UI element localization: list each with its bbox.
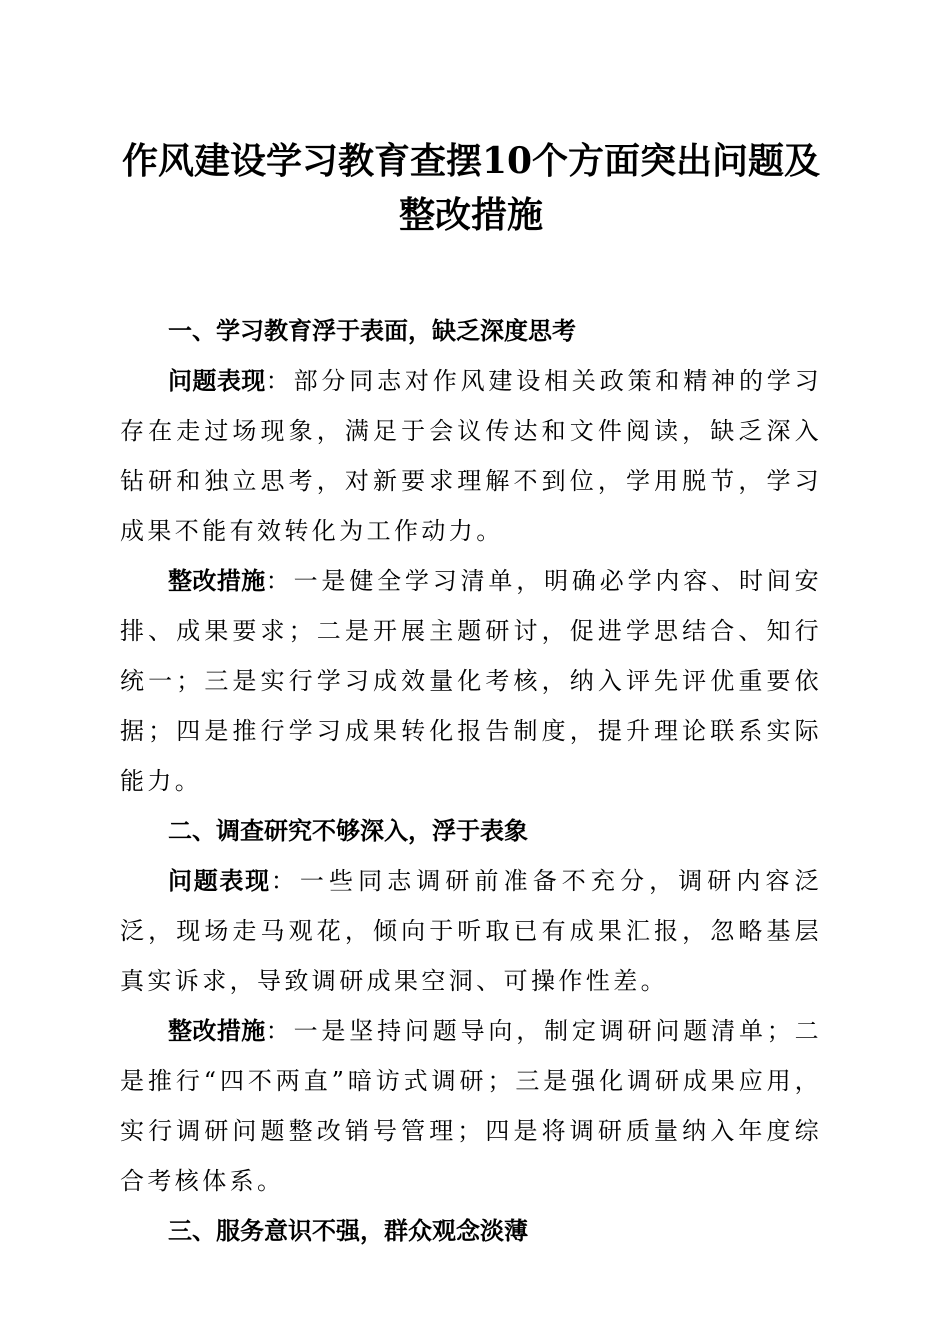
section-1-measure-paragraph	[120, 556, 822, 806]
section-heading-2: 二、调查研究不够深入，浮于表象	[168, 817, 528, 845]
section-1-problem-paragraph	[120, 356, 822, 556]
measure-label: 整改措施	[168, 567, 266, 595]
problem-text: ：一些同志调研前准备不充分，调研内容泛泛，现场走马观花，倾向于听取已有成果汇报，忽略基层真实诉求，导致调研成果空洞、可操作性差。	[120, 867, 823, 995]
document-title-line-1: 作风建设学习教育查摆10个方面突出问题及	[121, 140, 821, 182]
problem-label: 问题表现	[168, 367, 266, 395]
measure-text: ：一是健全学习清单，明确必学内容、时间安排、成果要求；二是开展主题研讨，促进学思结合、知行统一；三是实行学习成效量化考核，纳入评先评优重要依据；四是推行学习成果转化报告制度，提升理论联系实际能力。	[120, 567, 823, 795]
problem-label: 问题表现	[168, 867, 271, 895]
document-title-line-2: 整改措施	[398, 194, 543, 236]
measure-text: ：一是坚持问题导向，制定调研问题清单；二是推行“四不两直”暗访式调研；三是强化调研成果应用，实行调研问题整改销号管理；四是将调研质量纳入年度综合考核体系。	[120, 1017, 823, 1195]
section-2-measure-paragraph	[120, 1006, 822, 1206]
document-title	[120, 134, 822, 242]
section-heading-3: 三、服务意识不强，群众观念淡薄	[168, 1217, 528, 1245]
document-page	[120, 134, 822, 1256]
problem-text: ：部分同志对作风建设相关政策和精神的学习存在走过场现象，满足于会议传达和文件阅读，缺乏深入钻研和独立思考，对新要求理解不到位，学用脱节，学习成果不能有效转化为工作动力。	[120, 367, 823, 545]
section-2-problem-paragraph	[120, 856, 822, 1006]
document-body	[120, 306, 822, 1256]
measure-label: 整改措施	[168, 1017, 266, 1045]
section-heading-1: 一、学习教育浮于表面，缺乏深度思考	[168, 317, 576, 345]
